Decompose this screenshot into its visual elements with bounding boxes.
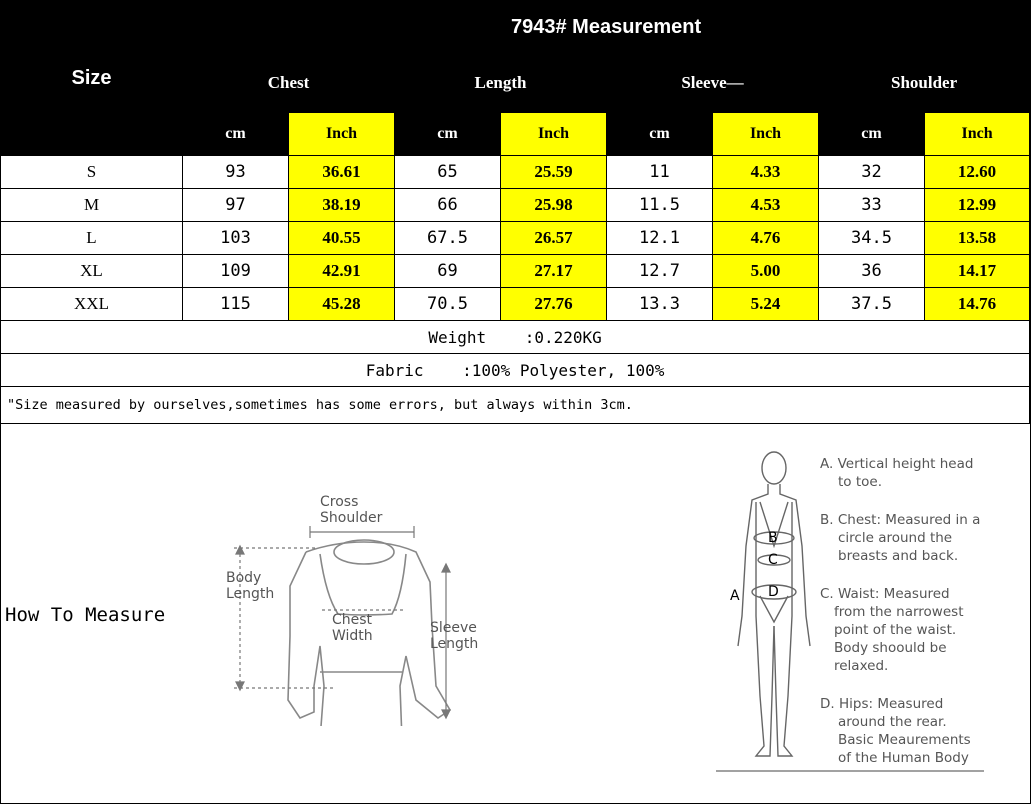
cell-value: 109	[183, 255, 289, 288]
sleeve-length-label-1: Sleeve	[430, 620, 477, 636]
table-row	[1, 189, 1030, 222]
cell-value: 33	[819, 189, 925, 222]
letter-d: D	[768, 584, 779, 600]
letter-c: C	[768, 552, 778, 568]
cell-value: 32	[819, 156, 925, 189]
note-b-2: circle around the	[838, 530, 953, 546]
cell-value: 12.1	[607, 222, 713, 255]
cell-value: 4.33	[713, 156, 819, 189]
fabric-row: Fabric :100% Polyester, 100%	[1, 354, 1030, 387]
note-b-3: breasts and back.	[838, 548, 959, 564]
table-row	[1, 255, 1030, 288]
cell-value: 12.99	[925, 189, 1030, 222]
unit-cm: cm	[607, 113, 713, 156]
cell-value: 14.76	[925, 288, 1030, 321]
cell-value: 66	[395, 189, 501, 222]
cell-value: 5.24	[713, 288, 819, 321]
cell-value: 26.57	[501, 222, 607, 255]
table-row	[1, 288, 1030, 321]
cell-value: 37.5	[819, 288, 925, 321]
cell-value: 4.76	[713, 222, 819, 255]
note-b-1: B. Chest: Measured in a	[820, 512, 981, 528]
cell-value: 115	[183, 288, 289, 321]
table-title: 7943# Measurement	[183, 1, 1030, 54]
cell-value: 14.17	[925, 255, 1030, 288]
cell-value: 38.19	[289, 189, 395, 222]
size-header: Size	[1, 1, 183, 156]
chest-width-label-2: Width	[332, 628, 373, 644]
group-sleeve: Sleeve—	[607, 54, 819, 113]
row-size: M	[1, 189, 183, 222]
unit-inch: Inch	[713, 113, 819, 156]
note-c-2: from the narrowest	[834, 604, 964, 620]
note-a-2: to toe.	[838, 474, 882, 490]
cell-value: 34.5	[819, 222, 925, 255]
cell-value: 70.5	[395, 288, 501, 321]
table-row	[1, 222, 1030, 255]
cell-value: 13.3	[607, 288, 713, 321]
row-size: L	[1, 222, 183, 255]
unit-inch: Inch	[925, 113, 1030, 156]
unit-inch: Inch	[289, 113, 395, 156]
cross-shoulder-label-2: Shoulder	[320, 510, 383, 526]
note-d-2: around the rear.	[838, 714, 947, 730]
cell-value: 4.53	[713, 189, 819, 222]
how-to-measure-label: How To Measure	[5, 604, 166, 626]
size-note: "Size measured by ourselves,sometimes has some errors, but always within 3cm.	[1, 387, 1030, 424]
note-c-4: Body shoould be	[834, 640, 947, 656]
row-size: XL	[1, 255, 183, 288]
cell-value: 25.59	[501, 156, 607, 189]
garment-measure-diagram	[216, 486, 496, 726]
cell-value: 36.61	[289, 156, 395, 189]
group-length: Length	[395, 54, 607, 113]
cell-value: 11.5	[607, 189, 713, 222]
note-d-3: Basic Meaurements	[838, 732, 971, 748]
letter-a: A	[730, 588, 740, 604]
cell-value: 40.55	[289, 222, 395, 255]
cell-value: 5.00	[713, 255, 819, 288]
unit-cm: cm	[183, 113, 289, 156]
unit-inch: Inch	[501, 113, 607, 156]
group-chest: Chest	[183, 54, 395, 113]
cell-value: 36	[819, 255, 925, 288]
chest-width-label-1: Chest	[332, 612, 373, 628]
note-c-3: point of the waist.	[834, 622, 957, 638]
body-length-label-1: Body	[226, 570, 262, 586]
note-d-4: of the Human Body	[838, 750, 969, 766]
cell-value: 12.7	[607, 255, 713, 288]
group-shoulder: Shoulder	[819, 54, 1030, 113]
cell-value: 103	[183, 222, 289, 255]
cell-value: 67.5	[395, 222, 501, 255]
how-to-measure-section	[0, 426, 1029, 802]
weight-row: Weight :0.220KG	[1, 321, 1030, 354]
cell-value: 13.58	[925, 222, 1030, 255]
unit-cm: cm	[819, 113, 925, 156]
unit-cm: cm	[395, 113, 501, 156]
note-a-1: A. Vertical height head	[820, 456, 974, 472]
row-size: S	[1, 156, 183, 189]
body-measure-diagram	[716, 446, 996, 796]
body-length-label-2: Length	[226, 586, 275, 602]
row-size: XXL	[1, 288, 183, 321]
cell-value: 45.28	[289, 288, 395, 321]
cell-value: 93	[183, 156, 289, 189]
cell-value: 27.17	[501, 255, 607, 288]
cell-value: 27.76	[501, 288, 607, 321]
cell-value: 97	[183, 189, 289, 222]
cell-value: 65	[395, 156, 501, 189]
cell-value: 12.60	[925, 156, 1030, 189]
letter-b: B	[768, 530, 778, 546]
note-c-1: C. Waist: Measured	[820, 586, 950, 602]
cross-shoulder-label-1: Cross	[320, 494, 359, 510]
table-row	[1, 156, 1030, 189]
cell-value: 69	[395, 255, 501, 288]
cell-value: 42.91	[289, 255, 395, 288]
note-d-1: D. Hips: Measured	[820, 696, 944, 712]
cell-value: 11	[607, 156, 713, 189]
sleeve-length-label-2: Length	[430, 636, 479, 652]
cell-value: 25.98	[501, 189, 607, 222]
note-c-5: relaxed.	[834, 658, 889, 674]
human-body-icon	[738, 452, 810, 756]
